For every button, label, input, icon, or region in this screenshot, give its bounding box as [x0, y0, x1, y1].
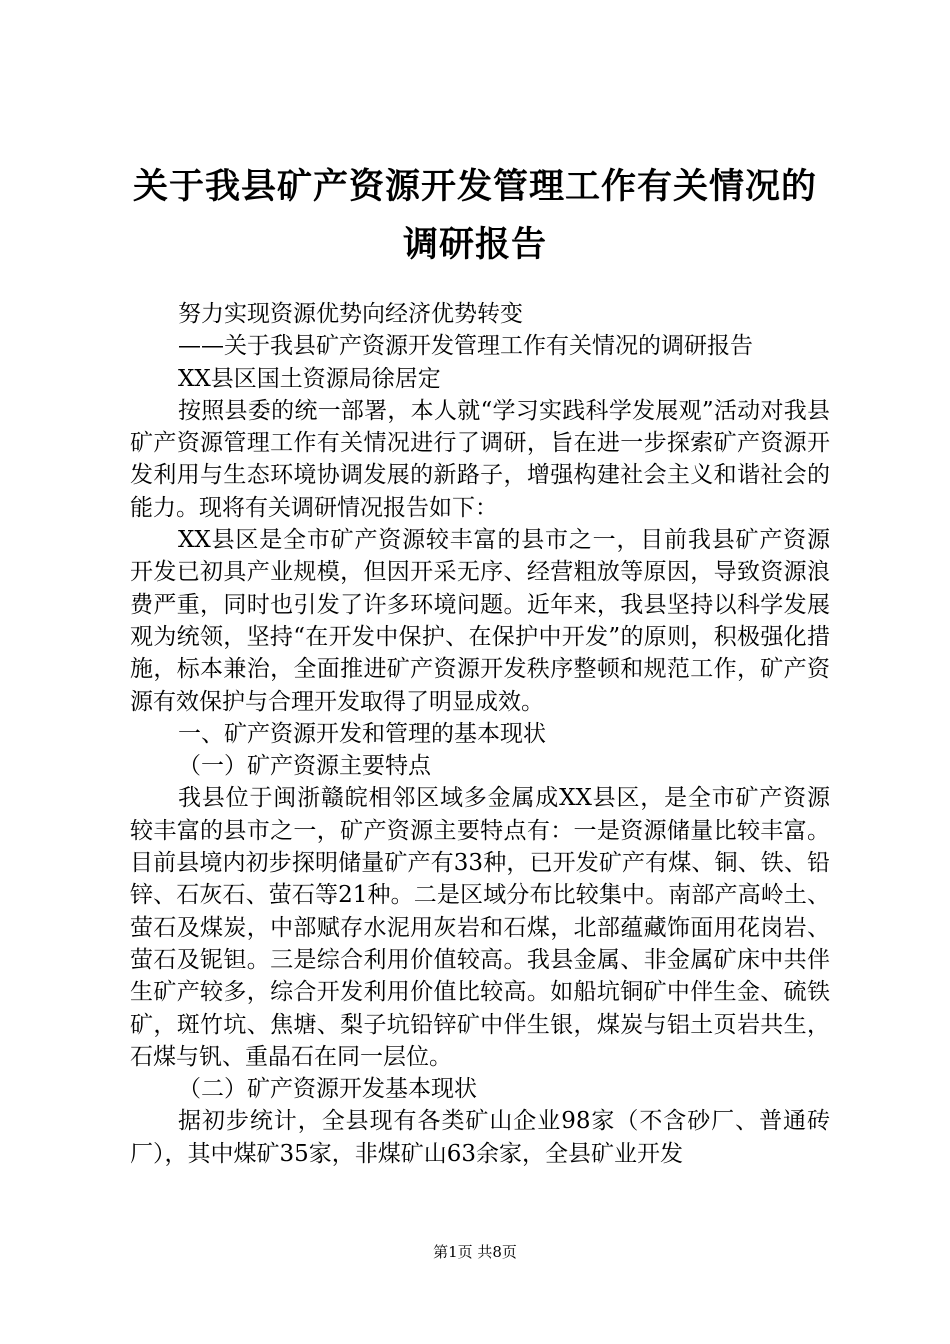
paragraph: 据初步统计，全县现有各类矿山企业98家（不含砂厂、普通砖厂），其中煤矿35家，非煤矿山63余家，全县矿业开发	[130, 1108, 830, 1167]
document-title: 关于我县矿产资源开发管理工作有关情况的调研报告	[132, 166, 817, 265]
paragraph: 我县位于闽浙赣皖相邻区域多金属成XX县区，是全市矿产资源较丰富的县市之一，矿产资源主要特点有：一是资源储量比较丰富。目前县境内初步探明储量矿产有33种，已开发矿产有煤、铜、铁、铅锌、石灰石、萤石等21种。二是区域分布比较集中。南部产高岭土、萤石及煤炭，中部赋存水泥用灰岩和石煤，北部蕴藏饰面用花岗岩、萤石及铌钽。三是综合利用价值较高。我县金属、非金属矿床中共伴生矿产较多，综合开发利用价值比较高。如船坑铜矿中伴生金、硫铁矿，斑竹坑、焦塘、梨子坑铅锌矿中伴生银，煤炭与铝土页岩共生，石煤与钒、重晶石在同一层位。	[130, 785, 830, 1070]
paragraph: XX县区是全市矿产资源较丰富的县市之一，目前我县矿产资源开发已初具产业规模，但因开采无序、经营粗放等原因，导致资源浪费严重，同时也引发了许多环境问题。近年来，我县坚持以科学发展观为统领，坚持“在开发中保护、在保护中开发”的原则，积极强化措施，标本兼治，全面推进矿产资源开发秩序整顿和规范工作，矿产资源有效保护与合理开发取得了明显成效。	[130, 527, 830, 715]
author-line: XX县区国土资源局徐居定	[178, 365, 441, 392]
subsection-heading: （一）矿产资源主要特点	[178, 753, 431, 780]
section-heading: 一、矿产资源开发和管理的基本现状	[178, 720, 546, 747]
paragraph: 按照县委的统一部署，本人就“学习实践科学发展观”活动对我县矿产资源管理工作有关情况进行了调研，旨在进一步探索矿产资源开发利用与生态环境协调发展的新路子，增强构建社会主义和谐社会的能力。现将有关调研情况报告如下：	[130, 397, 830, 521]
subsection-heading: （二）矿产资源开发基本现状	[178, 1076, 477, 1103]
document-body	[130, 298, 830, 1170]
subtitle: 努力实现资源优势向经济优势转变	[178, 301, 523, 327]
page-number: 第1页 共8页	[433, 1243, 517, 1261]
subtitle-secondary: ——关于我县矿产资源开发管理工作有关情况的调研报告	[178, 333, 753, 360]
